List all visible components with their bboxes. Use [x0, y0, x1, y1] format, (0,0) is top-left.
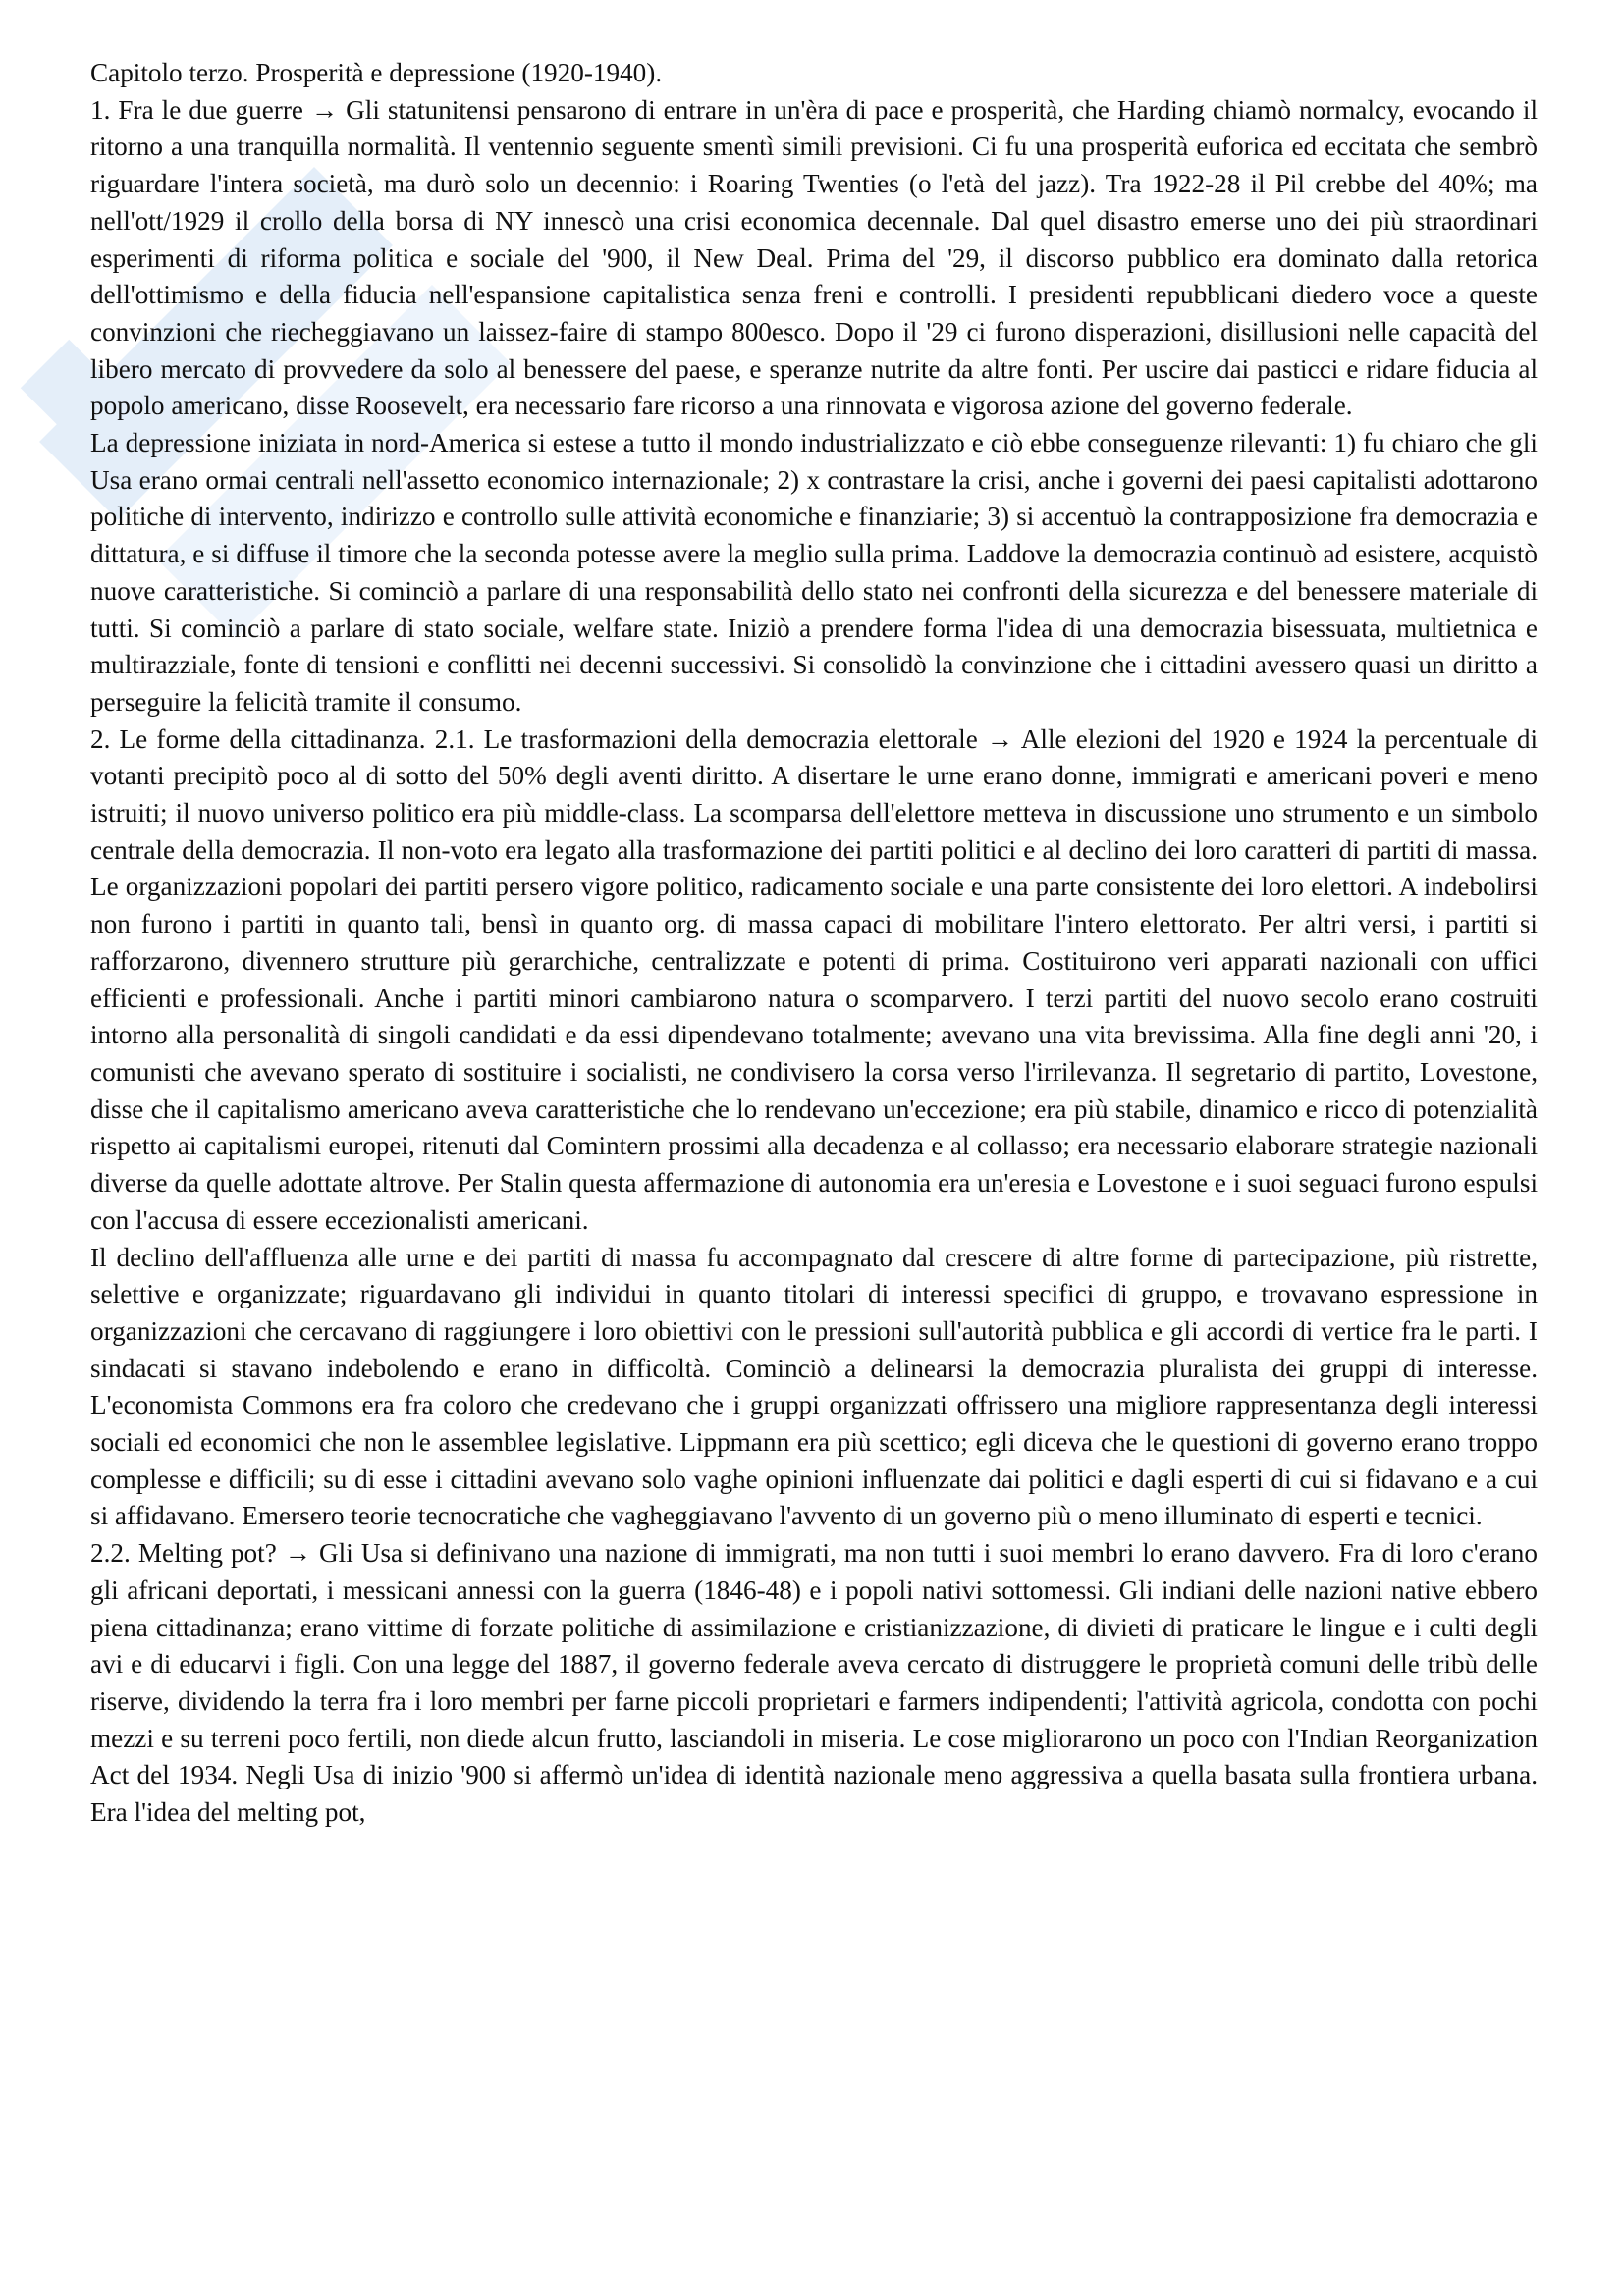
paragraph: 2.2. Melting pot? → Gli Usa si definivano una nazione di immigrati, ma non tutti i suoi membri lo erano davvero. Fra di loro c'erano gli africani deportati, i messicani annessi con la guerra (1846-48) e i popoli nativi sottomessi. Gli indiani delle nazioni native ebbero piena cittadinanza; erano vittime di forzate politiche di assimilazione e cristianizzazione, di divieti di praticare le lingue e i culti degli avi e di educarvi i figli. Con una legge del 1887, il governo federale aveva cercato di distruggere le proprietà comuni delle tribù delle riserve, dividendo la terra fra i loro membri per farne piccoli proprietari e farmers indipendenti; l'attività agricola, condotta con pochi mezzi e su terreni poco fertili, non diede alcun frutto, lasciandoli in miseria. Le cose migliorarono un poco con l'Indian Reorganization Act del 1934. Negli Usa di inizio '900 si affermò un'idea di identità nazionale meno aggressiva a quella basata sulla frontiera urbana. Era l'idea del melting pot,: [90, 1538, 1538, 1828]
paragraph: 2. Le forme della cittadinanza. 2.1. Le trasformazioni della democrazia elettorale → Alle elezioni del 1920 e 1924 la percentuale di votanti precipitò poco al di sotto del 50% degli aventi diritto. A disertare le urne erano donne, immigrati e americani poveri e meno istruiti; il nuovo universo politico era più middle-class. La scomparsa dell'elettore metteva in discussione uno strumento e un simbolo centrale della democrazia. Il non-voto era legato alla trasformazione dei partiti politici e al declino dei loro caratteri di partiti di massa. Le organizzazioni popolari dei partiti persero vigore politico, radicamento sociale e una parte consistente dei loro elettori. A indebolirsi non furono i partiti in quanto tali, bensì in quanto org. di massa capaci di mobilitare l'intero elettorato. Per altri versi, i partiti si rafforzarono, divennero strutture più gerarchiche, centralizzate e potenti di prima. Costituirono veri apparati nazionali con uffici efficienti e professionali. Anche i partiti minori cambiarono natura o scomparvero. I terzi partiti del nuovo secolo erano costruiti intorno alla personalità di singoli candidati e da essi dipendevano totalmente; avevano una vita brevissima. Alla fine degli anni '20, i comunisti che avevano sperato di sostituire i socialisti, ne condivisero la corsa verso l'irrilevanza. Il segretario di partito, Lovestone, disse che il capitalismo americano aveva caratteristiche che lo rendevano un'eccezione; era più stabile, dinamico e ricco di potenzialità rispetto ai capitalismi europei, ritenuti dal Comintern prossimi alla decadenza e al collasso; era necessario elaborare strategie nazionali diverse da quelle adottate altrove. Per Stalin questa affermazione di autonomia era un'eresia e Lovestone e i suoi seguaci furono espulsi con l'accusa di essere eccezionalisti americani.: [90, 723, 1538, 1235]
paragraph: 1. Fra le due guerre → Gli statunitensi pensarono di entrare in un'èra di pace e prosperità, che Harding chiamò normalcy, evocando il ritorno a una tranquilla normalità. Il ventennio seguente smentì simili previsioni. Ci fu una prosperità euforica ed eccitata che sembrò riguardare l'intera società, ma durò solo un decennio: i Roaring Twenties (o l'età del jazz). Tra 1922-28 il Pil crebbe del 40%; ma nell'ott/1929 il crollo della borsa di NY innescò una crisi economica decennale. Dal quel disastro emerse uno dei più straordinari esperimenti di riforma politica e sociale del '900, il New Deal. Prima del '29, il discorso pubblico era dominato dalla retorica dell'ottimismo e della fiducia nell'espansione capitalistica senza freni e controlli. I presidenti repubblicani diedero voce a queste convinzioni che riecheggiavano un laissez-faire di stampo 800esco. Dopo il '29 ci furono disperazioni, disillusioni nelle capacità del libero mercato di provvedere da solo al benessere del paese, e speranze nutrite da altre fonti. Per uscire dai pasticci e ridare fiducia al popolo americano, disse Roosevelt, era necessario fare ricorso a una rinnovata e vigorosa azione del governo federale.: [90, 94, 1538, 421]
document-page: [90, 55, 1538, 1832]
paragraph: Il declino dell'affluenza alle urne e dei partiti di massa fu accompagnato dal crescere di altre forme di partecipazione, più ristrette, selettive e organizzate; riguardavano gli individui in quanto titolari di interessi specifici di gruppo, e trovavano espressione in organizzazioni che cercavano di raggiungere i loro obiettivi con le pressioni sull'autorità pubblica e gli accordi di vertice fra le parti. I sindacati si stavano indebolendo e erano in difficoltà. Cominciò a delinearsi la democrazia pluralista dei gruppi di interesse. L'economista Commons era fra coloro che credevano che i gruppi organizzati offrissero una migliore rappresentanza degli interessi sociali ed economici che non le assemblee legislative. Lippmann era più scettico; egli diceva che le questioni di governo erano troppo complesse e difficili; su di esse i cittadini avevano solo vaghe opinioni influenzate dai politici e dagli esperti di cui si fidavano e a cui si affidavano. Emersero teorie tecnocratiche che vagheggiavano l'avvento di un governo più o meno illuminato di esperti e tecnici.: [90, 1242, 1538, 1531]
paragraph: La depressione iniziata in nord-America si estese a tutto il mondo industrializzato e ciò ebbe conseguenze rilevanti: 1) fu chiaro che gli Usa erano ormai centrali nell'assetto economico internazionale; 2) x contrastare la crisi, anche i governi dei paesi capitalisti adottarono politiche di intervento, indirizzo e controllo sulle attività economiche e finanziarie; 3) si accentuò la contrapposizione fra democrazia e dittatura, e si diffuse il timore che la seconda potesse avere la meglio sulla prima. Laddove la democrazia continuò ad esistere, acquistò nuove caratteristiche. Si cominciò a parlare di una responsabilità dello stato nei confronti della sicurezza e del benessere materiale di tutti. Si cominciò a parlare di stato sociale, welfare state. Iniziò a prendere forma l'idea di una democrazia bisessuata, multietnica e multirazziale, fonte di tensioni e conflitti nei decenni successivi. Si consolidò la convinzione che i cittadini avessero quasi un diritto a perseguire la felicità tramite il consumo.: [90, 428, 1538, 717]
chapter-title: Capitolo terzo. Prosperità e depressione (1920-1940).: [90, 58, 663, 87]
